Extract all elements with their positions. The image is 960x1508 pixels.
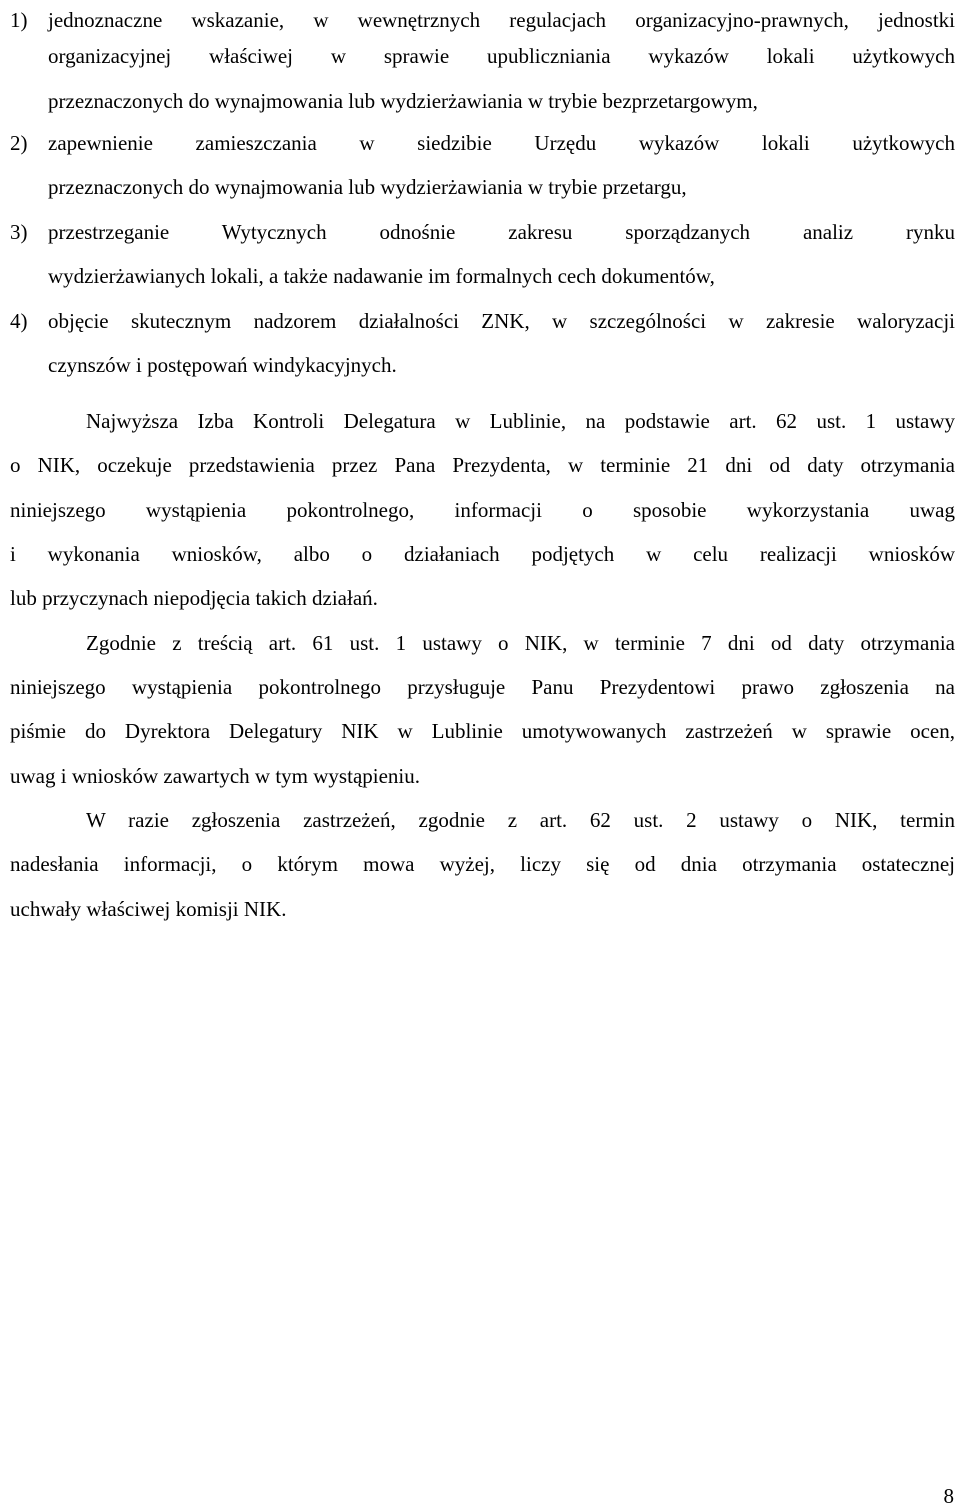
paragraph-1-text: i wykonania wniosków, albo o działaniach podjętych w celu realizacji wniosków <box>10 542 955 566</box>
paragraph-2-line-1 <box>0 628 960 658</box>
list-item-2-line-1 <box>0 128 960 158</box>
page-number: 8 <box>943 1484 954 1508</box>
paragraph-1-text: lub przyczynach niepodjęcia takich działań. <box>10 586 378 610</box>
list-item-1-line-3 <box>0 86 960 116</box>
list-item-4-text: czynszów i postępowań windykacyjnych. <box>48 353 397 377</box>
paragraph-2-text: piśmie do Dyrektora Delegatury NIK w Lublinie umotywowanych zastrzeżeń w sprawie ocen, <box>10 719 955 743</box>
list-item-4-line-1 <box>0 306 960 336</box>
list-item-1-text: przeznaczonych do wynajmowania lub wydzierżawiania w trybie bezprzetargowym, <box>48 89 758 113</box>
paragraph-1-line-1 <box>0 406 960 436</box>
paragraph-3-text: uchwały właściwej komisji NIK. <box>10 897 287 921</box>
paragraph-1-line-2 <box>0 450 960 480</box>
paragraph-1-text: Najwyższa Izba Kontroli Delegatura w Lublinie, na podstawie art. 62 ust. 1 ustawy <box>86 409 955 433</box>
paragraph-3-text: W razie zgłoszenia zastrzeżeń, zgodnie z art. 62 ust. 2 ustawy o NIK, termin <box>86 808 955 832</box>
paragraph-2-line-4 <box>0 761 960 791</box>
list-item-1-line-2 <box>0 41 960 71</box>
list-item-4-line-2 <box>0 350 960 380</box>
paragraph-1-text: o NIK, oczekuje przedstawienia przez Pana Prezydenta, w terminie 21 dni od daty otrzymania <box>10 453 955 477</box>
list-item-3-line-1 <box>0 217 960 247</box>
list-item-4-number: 4) <box>10 309 28 333</box>
list-item-1-text: jednoznaczne wskazanie, w wewnętrznych regulacjach organizacyjno-prawnych, jednostki <box>48 8 955 32</box>
list-item-2-text: zapewnienie zamieszczania w siedzibie Urzędu wykazów lokali użytkowych <box>48 131 955 155</box>
list-item-4-text: objęcie skutecznym nadzorem działalności ZNK, w szczególności w zakresie waloryzacji <box>48 309 955 333</box>
paragraph-2-text: Zgodnie z treścią art. 61 ust. 1 ustawy o NIK, w terminie 7 dni od daty otrzymania <box>86 631 955 655</box>
list-item-3-number: 3) <box>10 220 28 244</box>
list-item-3-text: wydzierżawianych lokali, a także nadawanie im formalnych cech dokumentów, <box>48 264 715 288</box>
list-item-2-text: przeznaczonych do wynajmowania lub wydzierżawiania w trybie przetargu, <box>48 175 687 199</box>
paragraph-3-line-3 <box>0 894 960 924</box>
paragraph-3-text: nadesłania informacji, o którym mowa wyżej, liczy się od dnia otrzymania ostatecznej <box>10 852 955 876</box>
list-item-3-text: przestrzeganie Wytycznych odnośnie zakresu sporządzanych analiz rynku <box>48 220 955 244</box>
paragraph-3-line-2 <box>0 849 960 879</box>
list-item-2-number: 2) <box>10 131 28 155</box>
list-item-1-text: organizacyjnej właściwej w sprawie upubliczniania wykazów lokali użytkowych <box>48 44 955 68</box>
paragraph-2-text: uwag i wniosków zawartych w tym wystąpieniu. <box>10 764 421 788</box>
paragraph-3-line-1 <box>0 805 960 835</box>
paragraph-2-line-3 <box>0 716 960 746</box>
list-item-1-number: 1) <box>10 8 28 32</box>
paragraph-1-line-4 <box>0 539 960 569</box>
paragraph-1-line-5 <box>0 583 960 613</box>
paragraph-2-text: niniejszego wystąpienia pokontrolnego przysługuje Panu Prezydentowi prawo zgłoszenia na <box>10 675 955 699</box>
paragraph-1-line-3 <box>0 495 960 525</box>
paragraph-2-line-2 <box>0 672 960 702</box>
list-item-1-line-1 <box>0 5 960 35</box>
paragraph-1-text: niniejszego wystąpienia pokontrolnego, informacji o sposobie wykorzystania uwag <box>10 498 955 522</box>
list-item-3-line-2 <box>0 261 960 291</box>
list-item-2-line-2 <box>0 172 960 202</box>
